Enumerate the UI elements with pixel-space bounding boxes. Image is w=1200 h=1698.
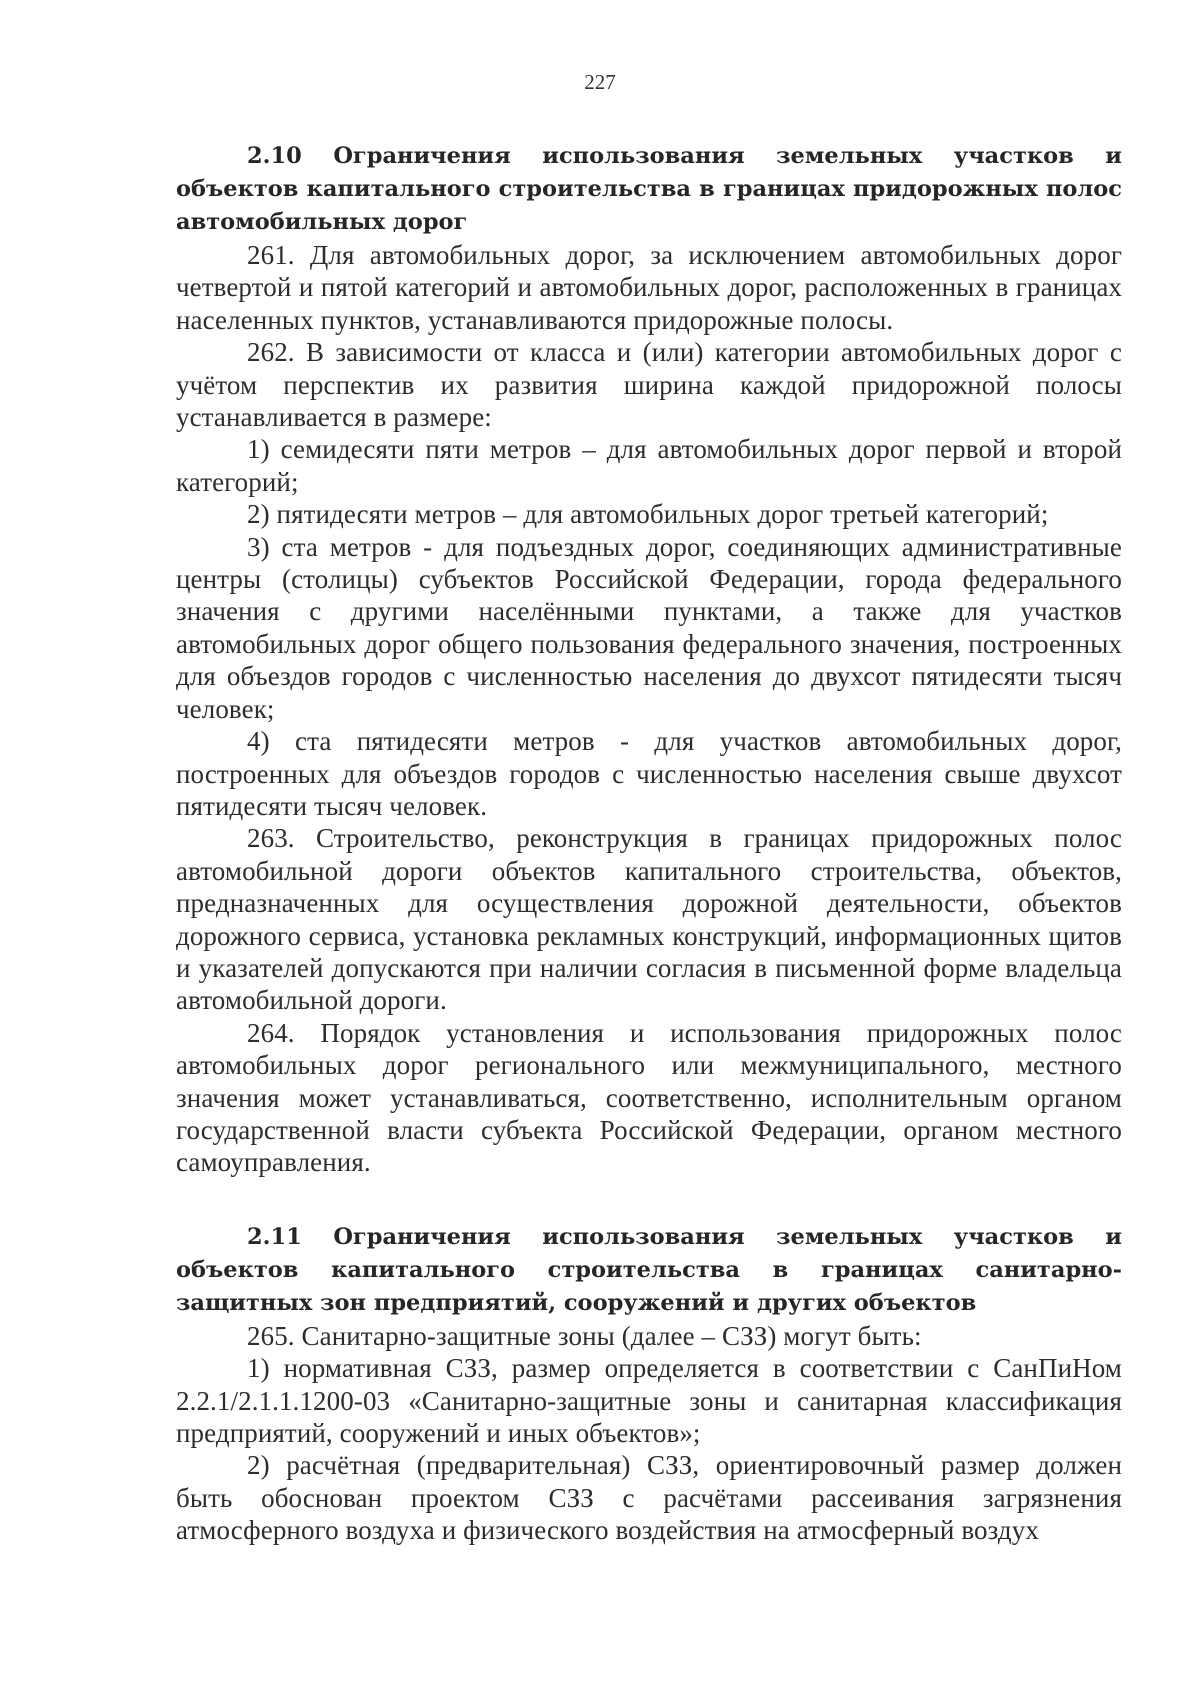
list-item-2: 2) пятидесяти метров – для автомобильных дорог третьей категорий; bbox=[247, 499, 1049, 530]
paragraph-265: 265. Санитарно-защитные зоны (далее – СЗЗ) могут быть: bbox=[247, 1320, 922, 1351]
list-item-2: 2) расчётная (предварительная) СЗЗ, ориентировочный размер должен быть обоснован проектом СЗЗ с расчётами рассеивания загрязнения атмосферного воздуха и физического воздействия на атмосферный воздух bbox=[176, 1450, 1122, 1546]
paragraph-261: 261. Для автомобильных дорог, за исключением автомобильных дорог четвертой и пятой категорий и автомобильных дорог, расположенных в границах населенных пунктов, устанавливаются придорожные полосы. bbox=[176, 240, 1122, 335]
list-item-3: 3) ста метров - для подъездных дорог, соединяющих административные центры (столицы) субъектов Российской Федерации, города федерального значения с другими населёнными пунктами, а также для участков автомобильных дорог общего пользования федерального значения, построенных для объездов городов с численностью населения до двухсот пятидесяти тысяч человек; bbox=[176, 531, 1122, 724]
list-item-1: 1) нормативная СЗЗ, размер определяется в соответствии с СанПиНом 2.2.1/2.1.1.1200-03 «Санитарно-защитные зоны и санитарная классификация предприятий, сооружений и иных объектов»; bbox=[176, 1353, 1122, 1448]
section-2-11 bbox=[176, 1221, 1122, 1547]
section-spacer bbox=[176, 1179, 1122, 1221]
section-title: 2.10 Ограничения использования земельных участков и объектов капитального строительства в границах придорожных полос автомобильных дорог bbox=[176, 143, 1122, 235]
list-item-1: 1) семидесяти пяти метров – для автомобильных дорог первой и второй категорий; bbox=[176, 434, 1122, 497]
page-number: 227 bbox=[584, 70, 616, 94]
paragraph-264: 264. Порядок установления и использования придорожных полос автомобильных дорог регионального или межмуниципального, местного значения может устанавливаться, соответственно, исполнительным органом государственной власти субъекта Российской Федерации, органом местного самоуправления. bbox=[176, 1017, 1122, 1178]
paragraph-263: 263. Строительство, реконструкция в границах придорожных полос автомобильной дороги объектов капитального строительства, объектов, предназначенных для осуществления дорожной деятельности, объектов дорожного сервиса, установка рекламных конструкций, информационных щитов и указателей допускаются при наличии согласия в письменной форме владельца автомобильной дороги. bbox=[176, 823, 1122, 1016]
section-title: 2.11 Ограничения использования земельных участков и объектов капитального строительства в границах санитарно-защитных зон предприятий, сооружений и других объектов bbox=[176, 1223, 1122, 1316]
list-item-4: 4) ста пятидесяти метров - для участков автомобильных дорог, построенных для объездов городов с численностью населения свыше двухсот пятидесяти тысяч человек. bbox=[176, 726, 1122, 821]
section-2-10 bbox=[176, 140, 1122, 1179]
document-body bbox=[176, 140, 1122, 1547]
paragraph-262: 262. В зависимости от класса и (или) категории автомобильных дорог с учётом перспектив их развития ширина каждой придорожной полосы устанавливается в размере: bbox=[176, 337, 1122, 433]
